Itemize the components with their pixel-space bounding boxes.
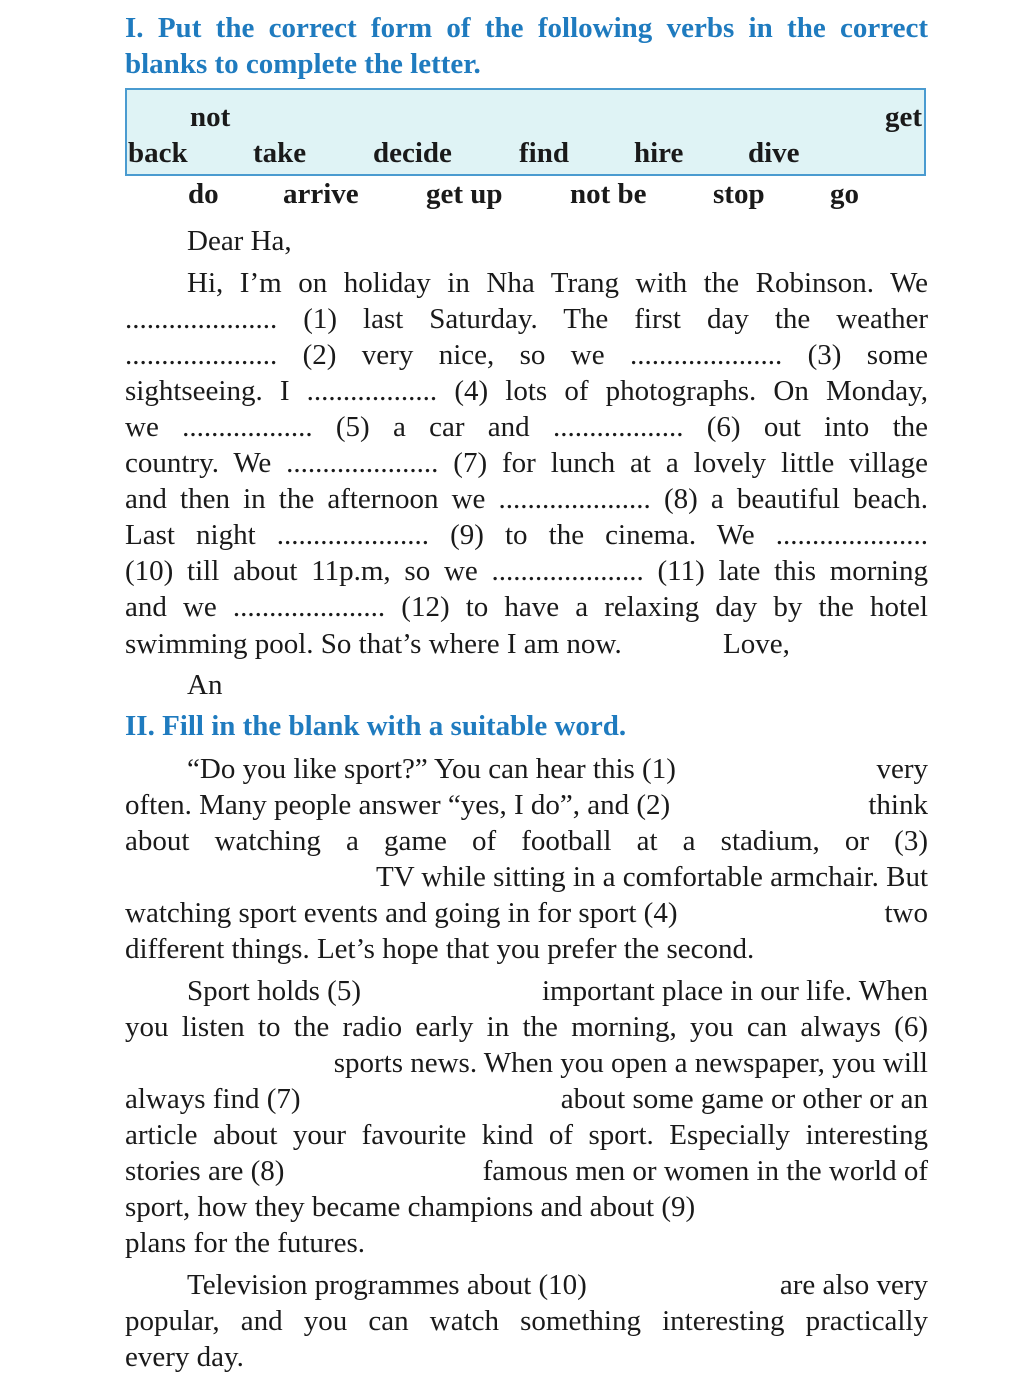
letter-line-10: and we ..................... (12) to have a relaxing day by the hotel [125,591,928,623]
word-not-be: not be [570,178,647,210]
word-box [125,88,926,176]
p1-line-1 [187,751,928,787]
p2-line-6 [125,1153,928,1189]
p1-line-5-left: watching sport events and going in for sport (4) [125,897,678,929]
word-get: get [884,101,922,133]
p3-line-1-right: are also very [779,1269,928,1301]
letter-line-6: country. We ..................... (7) for lunch at a lovely little village [125,447,928,479]
p1-line-4: TV while sitting in a comfortable armchair. But [376,861,928,893]
letter-closing: Love, [723,628,790,660]
section2-title: II. Fill in the blank with a suitable word. [125,710,627,742]
letter-line-1: Hi, I’m on holiday in Nha Trang with the Robinson. We [187,267,928,299]
p1-line-1-left: “Do you like sport?” You can hear this (1) [187,753,676,785]
section1-title [125,10,928,82]
p2-line-7: sport, how they became champions and about (9) [125,1191,696,1223]
p1-line-2 [125,787,928,823]
p1-line-3: about watching a game of football at a stadium, or (3) [125,825,928,857]
word-take: take [253,137,307,169]
letter-line-2: ..................... (1) last Saturday. The first day the weather [125,303,928,335]
letter-line-7: and then in the afternoon we ..................... (8) a beautiful beach. [125,483,928,515]
p2-line-4-right: about some game or other or an [560,1083,928,1115]
word-hire: hire [634,137,684,169]
p2-line-6-right: famous men or women in the world of [482,1155,928,1187]
p2-line-2: you listen to the radio early in the morning, you can always (6) [125,1011,928,1043]
p1-line-2-left: often. Many people answer “yes, I do”, and (2) [125,789,671,821]
letter-signature: An [187,669,223,701]
word-go: go [830,178,859,210]
word-dive: dive [748,137,800,169]
word-back: back [128,137,188,169]
p1-line-5-right: two [884,897,928,929]
p1-line-1-right: very [876,753,928,785]
letter-line-5: we .................. (5) a car and .................. (6) out into the [125,411,928,443]
section1-title-line2: blanks to complete the letter. [125,48,481,80]
p2-line-8: plans for the futures. [125,1227,365,1259]
word-get-up: get up [426,178,503,210]
p3-line-2: popular, and you can watch something interesting practically [125,1305,928,1337]
p2-line-1-left: Sport holds (5) [187,975,361,1007]
p1-line-5 [125,895,928,931]
section1-title-line1: I. Put the correct form of the following verbs in the correct [125,12,928,44]
p3-line-1 [187,1267,928,1303]
p3-line-3: every day. [125,1341,244,1373]
p1-line-2-right: think [868,789,928,821]
p2-line-4-left: always find (7) [125,1083,301,1115]
p2-line-1-right: important place in our life. When [541,975,928,1007]
p2-line-1 [187,973,928,1009]
letter-line-11-text: swimming pool. So that’s where I am now. [125,628,622,660]
letter-greeting: Dear Ha, [187,225,292,257]
letter-line-4: sightseeing. I .................. (4) lots of photographs. On Monday, [125,375,928,407]
p1-line-6: different things. Let’s hope that you prefer the second. [125,933,755,965]
letter-line-11 [125,626,928,662]
word-find: find [519,137,569,169]
letter-line-3: ..................... (2) very nice, so we ..................... (3) some [125,339,928,371]
p2-line-4 [125,1081,928,1117]
word-stop: stop [713,178,765,210]
word-do: do [188,178,219,210]
word-arrive: arrive [283,178,359,210]
letter-line-8: Last night ..................... (9) to the cinema. We ..................... [125,519,928,551]
p2-line-6-left: stories are (8) [125,1155,285,1187]
word-not: not [190,101,231,133]
p3-line-1-left: Television programmes about (10) [187,1269,587,1301]
p2-line-3: sports news. When you open a newspaper, you will [333,1047,928,1079]
p2-line-5: article about your favourite kind of sport. Especially interesting [125,1119,928,1151]
word-decide: decide [373,137,452,169]
letter-line-9: (10) till about 11p.m, so we ..................... (11) late this morning [125,555,928,587]
